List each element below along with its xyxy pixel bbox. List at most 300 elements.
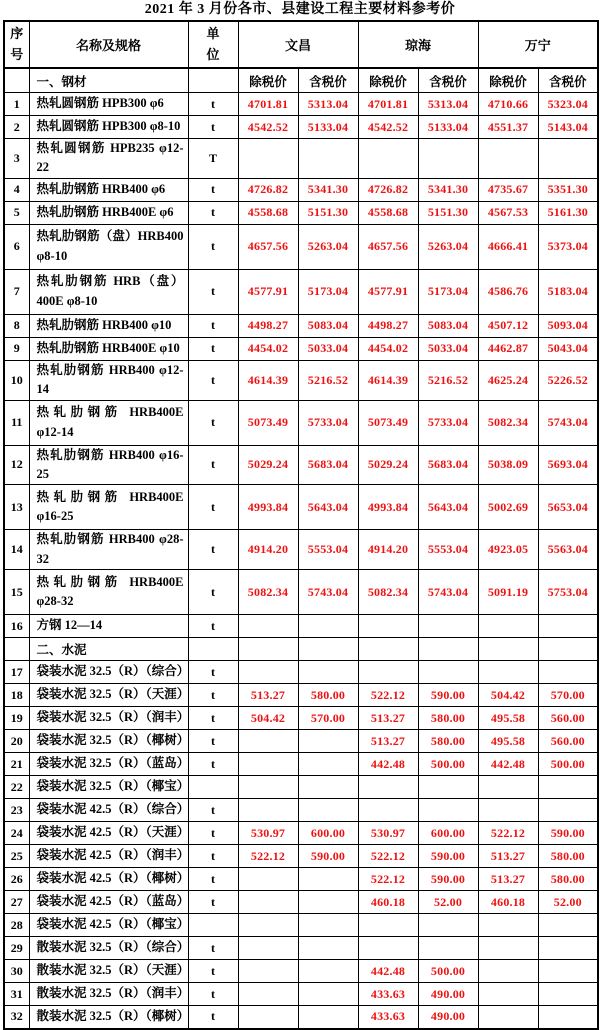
price-wanning-tax-excluded: [478, 615, 538, 638]
price-wenchang-tax-included: 5743.04: [298, 570, 358, 615]
price-wanning-tax-excluded: 4462.87: [478, 337, 538, 360]
material-row: [4, 337, 598, 360]
price-wenchang-tax-excluded: 4454.02: [238, 337, 298, 360]
price-wanning-tax-included: 560.00: [538, 730, 598, 753]
price-qionghai-tax-excluded: 513.27: [358, 707, 418, 730]
item-name: 袋装水泥 42.5（R）（润丰）: [29, 845, 188, 868]
price-wanning-tax-included: 5143.04: [538, 116, 598, 139]
material-row: [4, 445, 598, 485]
item-unit: t: [188, 314, 238, 337]
price-wenchang-tax-excluded: [238, 638, 298, 661]
material-row: [4, 201, 598, 224]
material-row: [4, 400, 598, 445]
item-name: 袋装水泥 32.5（R）（天涯）: [29, 684, 188, 707]
material-row: [4, 960, 598, 983]
price-qionghai-tax-excluded: 4558.68: [358, 201, 418, 224]
empty-cell: [4, 68, 29, 93]
price-wanning-tax-included: 52.00: [538, 891, 598, 914]
price-wenchang-tax-included: 5553.04: [298, 530, 358, 570]
item-name: 散装水泥 32.5（R）（润丰）: [29, 983, 188, 1006]
price-wanning-tax-included: 5653.04: [538, 485, 598, 530]
row-seq: 17: [4, 661, 29, 684]
price-wanning-tax-included: 560.00: [538, 707, 598, 730]
price-qionghai-tax-included: 590.00: [418, 868, 478, 891]
price-wanning-tax-included: 5161.30: [538, 201, 598, 224]
row-seq: 3: [4, 139, 29, 179]
price-wanning-tax-included: 5743.04: [538, 400, 598, 445]
section-row-cement: [4, 638, 598, 661]
item-unit: t: [188, 684, 238, 707]
price-wanning-tax-included: [538, 799, 598, 822]
item-unit: t: [188, 224, 238, 269]
row-seq: 30: [4, 960, 29, 983]
material-row: [4, 822, 598, 845]
price-wenchang-tax-excluded: [238, 799, 298, 822]
item-name: 散装水泥 32.5（R）（综合）: [29, 937, 188, 960]
price-wenchang-tax-included: 5313.04: [298, 93, 358, 116]
col-header-seq: [4, 21, 29, 68]
item-unit: t: [188, 445, 238, 485]
row-seq: 19: [4, 707, 29, 730]
price-qionghai-tax-included: [418, 914, 478, 937]
row-seq: 14: [4, 530, 29, 570]
col-header-tax-excluded-qionghai: 除税价: [358, 68, 418, 93]
price-wenchang-tax-included: 570.00: [298, 707, 358, 730]
price-wanning-tax-excluded: 442.48: [478, 753, 538, 776]
price-qionghai-tax-excluded: 4701.81: [358, 93, 418, 116]
price-wenchang-tax-excluded: 4558.68: [238, 201, 298, 224]
price-wanning-tax-excluded: 460.18: [478, 891, 538, 914]
item-unit: [188, 776, 238, 799]
material-row: [4, 360, 598, 400]
row-seq: 6: [4, 224, 29, 269]
item-name: 热轧肋钢筋 HRB400 φ16-25: [29, 445, 188, 485]
row-seq: 27: [4, 891, 29, 914]
price-wenchang-tax-included: 5133.04: [298, 116, 358, 139]
empty-cell: [188, 68, 238, 93]
price-wenchang-tax-excluded: 5029.24: [238, 445, 298, 485]
row-seq: 32: [4, 1006, 29, 1029]
price-wanning-tax-included: [538, 638, 598, 661]
material-row: [4, 983, 598, 1006]
item-unit: t: [188, 1006, 238, 1029]
price-wenchang-tax-included: 5733.04: [298, 400, 358, 445]
item-unit: t: [188, 753, 238, 776]
row-seq: 26: [4, 868, 29, 891]
price-qionghai-tax-included: 5216.52: [418, 360, 478, 400]
price-qionghai-tax-included: 52.00: [418, 891, 478, 914]
price-qionghai-tax-included: [418, 937, 478, 960]
price-wanning-tax-included: 5693.04: [538, 445, 598, 485]
price-wanning-tax-excluded: 504.42: [478, 684, 538, 707]
price-wanning-tax-included: [538, 960, 598, 983]
material-row: [4, 799, 598, 822]
price-wanning-tax-excluded: 513.27: [478, 868, 538, 891]
item-unit: t: [188, 400, 238, 445]
material-row: [4, 93, 598, 116]
price-qionghai-tax-included: 600.00: [418, 822, 478, 845]
item-name: 热轧圆钢筋 HPB235 φ12-22: [29, 139, 188, 179]
price-wanning-tax-excluded: 5091.19: [478, 570, 538, 615]
item-unit: [188, 914, 238, 937]
price-wanning-tax-excluded: 4710.66: [478, 93, 538, 116]
material-row: [4, 868, 598, 891]
price-qionghai-tax-included: [418, 661, 478, 684]
item-unit: t: [188, 570, 238, 615]
material-row: [4, 730, 598, 753]
header-row-tax: [4, 68, 598, 93]
price-wenchang-tax-excluded: [238, 1006, 298, 1029]
material-row: [4, 845, 598, 868]
material-row: [4, 684, 598, 707]
price-wanning-tax-included: 570.00: [538, 684, 598, 707]
item-unit: t: [188, 201, 238, 224]
price-qionghai-tax-excluded: 4726.82: [358, 178, 418, 201]
price-qionghai-tax-included: 5743.04: [418, 570, 478, 615]
row-seq: 7: [4, 269, 29, 314]
material-row: [4, 178, 598, 201]
row-seq: 11: [4, 400, 29, 445]
item-unit: t: [188, 707, 238, 730]
row-seq: 10: [4, 360, 29, 400]
price-wanning-tax-excluded: 513.27: [478, 845, 538, 868]
price-wenchang-tax-included: [298, 615, 358, 638]
price-qionghai-tax-excluded: 4454.02: [358, 337, 418, 360]
col-header-unit-label: 单位: [206, 26, 220, 62]
row-seq: 4: [4, 178, 29, 201]
row-seq: 28: [4, 914, 29, 937]
price-wenchang-tax-excluded: [238, 960, 298, 983]
section-cement-label: 二、水泥: [29, 638, 188, 661]
price-qionghai-tax-included: 5683.04: [418, 445, 478, 485]
price-wanning-tax-excluded: 522.12: [478, 822, 538, 845]
row-seq: 16: [4, 615, 29, 638]
price-wenchang-tax-included: [298, 1006, 358, 1029]
price-wenchang-tax-included: 5216.52: [298, 360, 358, 400]
row-seq: [4, 638, 29, 661]
price-qionghai-tax-included: 490.00: [418, 983, 478, 1006]
price-qionghai-tax-included: 5341.30: [418, 178, 478, 201]
item-name: 袋装水泥 32.5（R）（蓝岛）: [29, 753, 188, 776]
price-qionghai-tax-included: 5033.04: [418, 337, 478, 360]
material-row: [4, 891, 598, 914]
price-wanning-tax-included: 590.00: [538, 822, 598, 845]
price-wenchang-tax-excluded: [238, 730, 298, 753]
item-unit: T: [188, 139, 238, 179]
price-qionghai-tax-included: 5083.04: [418, 314, 478, 337]
price-qionghai-tax-excluded: 442.48: [358, 753, 418, 776]
section-steel-label: 一、钢材: [29, 68, 188, 93]
price-wenchang-tax-included: [298, 868, 358, 891]
price-wanning-tax-included: [538, 983, 598, 1006]
price-qionghai-tax-excluded: 5082.34: [358, 570, 418, 615]
item-unit: t: [188, 845, 238, 868]
item-unit: t: [188, 269, 238, 314]
col-header-name: 名称及规格: [29, 21, 188, 68]
price-qionghai-tax-included: 5133.04: [418, 116, 478, 139]
material-row: [4, 615, 598, 638]
row-seq: 9: [4, 337, 29, 360]
price-qionghai-tax-excluded: 5073.49: [358, 400, 418, 445]
price-qionghai-tax-excluded: [358, 638, 418, 661]
row-seq: 31: [4, 983, 29, 1006]
item-name: 热轧圆钢筋 HPB300 φ8-10: [29, 116, 188, 139]
material-row: [4, 224, 598, 269]
price-wenchang-tax-included: [298, 139, 358, 179]
col-header-tax-included-wenchang: 含税价: [298, 68, 358, 93]
price-qionghai-tax-excluded: [358, 139, 418, 179]
item-name: 袋装水泥 32.5（R）（椰树）: [29, 730, 188, 753]
item-name: 散装水泥 32.5（R）（天涯）: [29, 960, 188, 983]
price-wenchang-tax-included: 5083.04: [298, 314, 358, 337]
price-wenchang-tax-included: [298, 661, 358, 684]
item-name: 热轧肋钢筋 HRB（盘）400E φ8-10: [29, 269, 188, 314]
price-qionghai-tax-excluded: [358, 776, 418, 799]
price-qionghai-tax-excluded: 4914.20: [358, 530, 418, 570]
price-qionghai-tax-included: [418, 799, 478, 822]
item-name: 热轧肋钢筋 HRB400E φ6: [29, 201, 188, 224]
price-qionghai-tax-excluded: 4577.91: [358, 269, 418, 314]
price-wanning-tax-included: 5183.04: [538, 269, 598, 314]
price-wanning-tax-included: 5373.04: [538, 224, 598, 269]
price-qionghai-tax-included: 5151.30: [418, 201, 478, 224]
row-seq: 24: [4, 822, 29, 845]
price-wenchang-tax-included: [298, 937, 358, 960]
price-wenchang-tax-excluded: 5082.34: [238, 570, 298, 615]
price-qionghai-tax-included: 580.00: [418, 707, 478, 730]
col-header-tax-included-qionghai: 含税价: [418, 68, 478, 93]
price-wenchang-tax-excluded: [238, 776, 298, 799]
price-wenchang-tax-excluded: 513.27: [238, 684, 298, 707]
price-wanning-tax-excluded: 4551.37: [478, 116, 538, 139]
price-qionghai-tax-included: [418, 139, 478, 179]
price-qionghai-tax-excluded: 5029.24: [358, 445, 418, 485]
item-name: 袋装水泥 42.5（R）（综合）: [29, 799, 188, 822]
price-wenchang-tax-excluded: 4914.20: [238, 530, 298, 570]
price-qionghai-tax-excluded: [358, 937, 418, 960]
price-wenchang-tax-included: 5683.04: [298, 445, 358, 485]
price-wanning-tax-excluded: 5002.69: [478, 485, 538, 530]
item-name: 散装水泥 32.5（R）（椰树）: [29, 1006, 188, 1029]
price-wanning-tax-excluded: 4625.24: [478, 360, 538, 400]
price-qionghai-tax-included: 490.00: [418, 1006, 478, 1029]
price-qionghai-tax-included: 5643.04: [418, 485, 478, 530]
row-seq: 20: [4, 730, 29, 753]
price-wenchang-tax-included: [298, 891, 358, 914]
price-wenchang-tax-included: [298, 730, 358, 753]
price-qionghai-tax-excluded: 522.12: [358, 684, 418, 707]
price-wenchang-tax-excluded: 522.12: [238, 845, 298, 868]
price-qionghai-tax-included: [418, 638, 478, 661]
item-name: 热轧肋钢筋 HRB400E φ28-32: [29, 570, 188, 615]
price-wenchang-tax-included: [298, 638, 358, 661]
price-wanning-tax-excluded: 4567.53: [478, 201, 538, 224]
price-wenchang-tax-included: 590.00: [298, 845, 358, 868]
price-wenchang-tax-included: [298, 753, 358, 776]
price-wanning-tax-included: [538, 615, 598, 638]
item-unit: t: [188, 530, 238, 570]
item-name: 热轧肋钢筋 HRB400E φ10: [29, 337, 188, 360]
price-wenchang-tax-excluded: [238, 983, 298, 1006]
price-wenchang-tax-included: [298, 983, 358, 1006]
row-seq: 2: [4, 116, 29, 139]
price-wanning-tax-excluded: [478, 799, 538, 822]
price-wanning-tax-included: 500.00: [538, 753, 598, 776]
item-unit: t: [188, 730, 238, 753]
price-wanning-tax-excluded: 4923.05: [478, 530, 538, 570]
price-wenchang-tax-included: [298, 776, 358, 799]
price-wanning-tax-included: 5043.04: [538, 337, 598, 360]
price-wanning-tax-excluded: [478, 661, 538, 684]
price-qionghai-tax-excluded: 4993.84: [358, 485, 418, 530]
price-qionghai-tax-included: 500.00: [418, 753, 478, 776]
price-wanning-tax-excluded: [478, 983, 538, 1006]
material-row: [4, 269, 598, 314]
item-unit: t: [188, 93, 238, 116]
item-name: 袋装水泥 42.5（R）（椰宝）: [29, 914, 188, 937]
price-wanning-tax-excluded: 4666.41: [478, 224, 538, 269]
item-name: 热轧圆钢筋 HPB300 φ6: [29, 93, 188, 116]
price-wenchang-tax-included: 600.00: [298, 822, 358, 845]
material-row: [4, 937, 598, 960]
price-qionghai-tax-excluded: 4498.27: [358, 314, 418, 337]
price-wanning-tax-excluded: [478, 960, 538, 983]
item-name: 袋装水泥 42.5（R）（天涯）: [29, 822, 188, 845]
col-header-city-qionghai: 琼海: [358, 21, 478, 68]
price-wanning-tax-included: 5351.30: [538, 178, 598, 201]
price-wanning-tax-excluded: 5082.34: [478, 400, 538, 445]
price-wenchang-tax-excluded: 4726.82: [238, 178, 298, 201]
price-wenchang-tax-included: 580.00: [298, 684, 358, 707]
item-name: 热轧肋钢筋 HRB400 φ6: [29, 178, 188, 201]
price-qionghai-tax-excluded: 460.18: [358, 891, 418, 914]
price-wenchang-tax-excluded: 4614.39: [238, 360, 298, 400]
price-wenchang-tax-included: 5643.04: [298, 485, 358, 530]
item-name: 热轧肋钢筋 HRB400 φ10: [29, 314, 188, 337]
price-wanning-tax-included: [538, 1006, 598, 1029]
item-name: 方钢 12—14: [29, 615, 188, 638]
price-wanning-tax-included: [538, 139, 598, 179]
row-seq: 23: [4, 799, 29, 822]
price-wenchang-tax-excluded: 530.97: [238, 822, 298, 845]
price-wenchang-tax-excluded: [238, 139, 298, 179]
price-qionghai-tax-included: [418, 615, 478, 638]
price-qionghai-tax-excluded: 522.12: [358, 868, 418, 891]
price-qionghai-tax-excluded: 522.12: [358, 845, 418, 868]
price-wenchang-tax-excluded: 504.42: [238, 707, 298, 730]
price-qionghai-tax-excluded: [358, 615, 418, 638]
item-name: 袋装水泥 42.5（R）（蓝岛）: [29, 891, 188, 914]
item-name: 袋装水泥 32.5（R）（润丰）: [29, 707, 188, 730]
row-seq: 13: [4, 485, 29, 530]
price-wanning-tax-included: 5093.04: [538, 314, 598, 337]
col-header-unit: [188, 21, 238, 68]
item-unit: t: [188, 485, 238, 530]
price-wanning-tax-included: [538, 937, 598, 960]
item-name: 热轧肋钢筋（盘）HRB400 φ8-10: [29, 224, 188, 269]
price-qionghai-tax-included: 590.00: [418, 684, 478, 707]
item-name: 热轧肋钢筋 HRB400 φ28-32: [29, 530, 188, 570]
price-wenchang-tax-included: 5033.04: [298, 337, 358, 360]
price-wenchang-tax-excluded: 4657.56: [238, 224, 298, 269]
item-unit: [188, 638, 238, 661]
row-seq: 21: [4, 753, 29, 776]
row-seq: 22: [4, 776, 29, 799]
price-qionghai-tax-excluded: [358, 914, 418, 937]
col-header-tax-excluded-wanning: 除税价: [478, 68, 538, 93]
item-unit: t: [188, 360, 238, 400]
price-wenchang-tax-included: 5173.04: [298, 269, 358, 314]
price-wanning-tax-excluded: 4586.76: [478, 269, 538, 314]
price-wanning-tax-included: 5323.04: [538, 93, 598, 116]
row-seq: 1: [4, 93, 29, 116]
price-wanning-tax-included: [538, 661, 598, 684]
price-qionghai-tax-included: 580.00: [418, 730, 478, 753]
price-wenchang-tax-excluded: [238, 937, 298, 960]
price-wanning-tax-excluded: 4507.12: [478, 314, 538, 337]
item-unit: t: [188, 822, 238, 845]
price-wanning-tax-included: 5563.04: [538, 530, 598, 570]
price-wenchang-tax-included: [298, 799, 358, 822]
price-wanning-tax-excluded: 5038.09: [478, 445, 538, 485]
price-wanning-tax-included: 580.00: [538, 845, 598, 868]
material-row: [4, 1006, 598, 1029]
price-wanning-tax-included: 5226.52: [538, 360, 598, 400]
price-qionghai-tax-included: 500.00: [418, 960, 478, 983]
price-wenchang-tax-excluded: [238, 661, 298, 684]
item-unit: t: [188, 960, 238, 983]
price-wenchang-tax-included: 5263.04: [298, 224, 358, 269]
price-wanning-tax-excluded: [478, 937, 538, 960]
price-wenchang-tax-excluded: 4542.52: [238, 116, 298, 139]
price-wanning-tax-included: [538, 914, 598, 937]
row-seq: 12: [4, 445, 29, 485]
item-unit: t: [188, 116, 238, 139]
price-wenchang-tax-included: [298, 914, 358, 937]
price-wenchang-tax-excluded: 5073.49: [238, 400, 298, 445]
price-wanning-tax-excluded: [478, 914, 538, 937]
item-name: 袋装水泥 32.5（R）（综合）: [29, 661, 188, 684]
item-unit: t: [188, 337, 238, 360]
material-row: [4, 753, 598, 776]
row-seq: 18: [4, 684, 29, 707]
price-wenchang-tax-excluded: [238, 615, 298, 638]
price-wenchang-tax-excluded: [238, 914, 298, 937]
material-row: [4, 570, 598, 615]
page-title: 2021 年 3 月份各市、县建设工程主要材料参考价: [144, 2, 456, 17]
price-qionghai-tax-included: 5733.04: [418, 400, 478, 445]
price-wanning-tax-excluded: [478, 638, 538, 661]
price-wenchang-tax-excluded: [238, 753, 298, 776]
price-wanning-tax-excluded: 4735.67: [478, 178, 538, 201]
col-header-seq-label: 序号: [10, 26, 24, 62]
item-name: 热轧肋钢筋 HRB400 φ12-14: [29, 360, 188, 400]
price-wanning-tax-included: [538, 776, 598, 799]
item-unit: t: [188, 661, 238, 684]
price-qionghai-tax-excluded: [358, 661, 418, 684]
material-row: [4, 116, 598, 139]
price-wenchang-tax-excluded: 4993.84: [238, 485, 298, 530]
row-seq: 5: [4, 201, 29, 224]
price-wenchang-tax-excluded: 4498.27: [238, 314, 298, 337]
price-wanning-tax-excluded: [478, 139, 538, 179]
item-unit: t: [188, 868, 238, 891]
price-wanning-tax-included: 580.00: [538, 868, 598, 891]
price-qionghai-tax-excluded: 4614.39: [358, 360, 418, 400]
price-qionghai-tax-included: 5263.04: [418, 224, 478, 269]
material-row: [4, 914, 598, 937]
row-seq: 15: [4, 570, 29, 615]
